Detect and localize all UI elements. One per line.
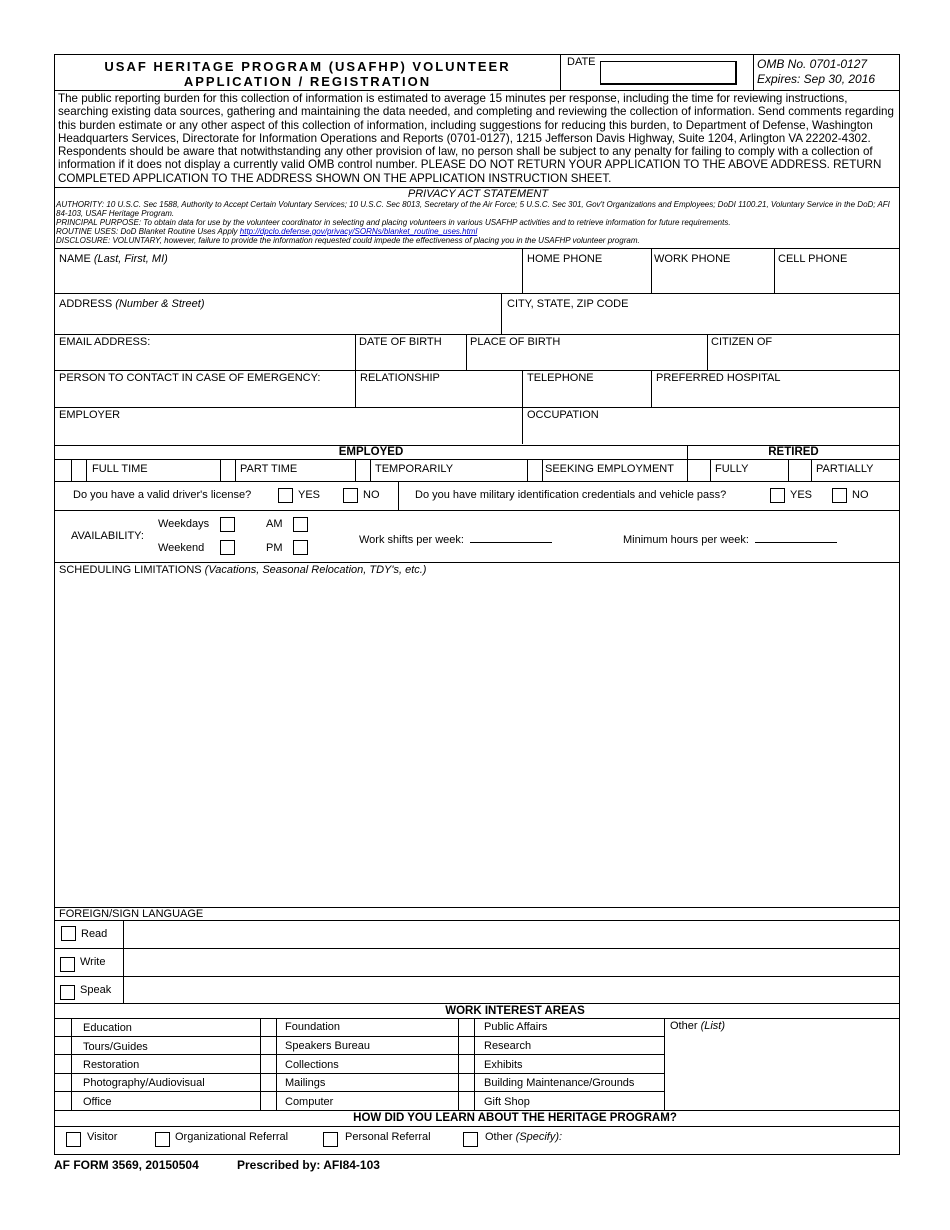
- interest-other-label: Other (List): [670, 1020, 726, 1032]
- pm-label: PM: [266, 542, 283, 554]
- other-source-checkbox[interactable]: [463, 1132, 478, 1147]
- collections-checkbox[interactable]: [261, 1055, 276, 1073]
- weekend-label: Weekend: [158, 542, 205, 554]
- employer-label: EMPLOYER: [59, 409, 121, 421]
- seeking-employment-label: SEEKING EMPLOYMENT: [545, 463, 674, 475]
- speak-label: Speak: [80, 984, 112, 996]
- occupation-field[interactable]: [523, 408, 900, 444]
- interest-foundation: Foundation: [285, 1021, 341, 1033]
- exhibits-checkbox[interactable]: [459, 1055, 474, 1073]
- interest-education: Education: [83, 1022, 132, 1034]
- form-number: AF FORM 3569, 20150504: [54, 1158, 199, 1172]
- work-phone-field[interactable]: [652, 249, 774, 293]
- interest-other-field[interactable]: [665, 1033, 900, 1110]
- scheduling-label: SCHEDULING LIMITATIONS (Vacations, Seasonal Relocation, TDY's, etc.): [59, 564, 427, 576]
- military-no-label: NO: [852, 489, 869, 501]
- emergency-contact-label: PERSON TO CONTACT IN CASE OF EMERGENCY:: [59, 372, 321, 384]
- am-checkbox[interactable]: [293, 517, 308, 532]
- military-yes-label: YES: [790, 489, 813, 501]
- city-state-zip-field[interactable]: [502, 294, 900, 334]
- temporarily-label: TEMPORARILY: [375, 463, 454, 475]
- availability-label: AVAILABILITY:: [71, 530, 144, 542]
- relationship-field[interactable]: [356, 371, 522, 407]
- interest-restoration: Restoration: [83, 1059, 140, 1071]
- cell-phone-label: CELL PHONE: [778, 253, 848, 265]
- photography-checkbox[interactable]: [55, 1074, 71, 1091]
- relationship-label: RELATIONSHIP: [360, 372, 440, 384]
- learn-other-label: Other (Specify):: [485, 1131, 563, 1143]
- preferred-hospital-label: PREFERRED HOSPITAL: [656, 372, 781, 384]
- building-maintenance-checkbox[interactable]: [459, 1074, 474, 1091]
- interest-mailings: Mailings: [285, 1077, 326, 1089]
- employer-field[interactable]: [55, 408, 522, 444]
- interest-research: Research: [484, 1040, 532, 1052]
- telephone-field[interactable]: [523, 371, 651, 407]
- write-checkbox[interactable]: [60, 957, 75, 972]
- research-checkbox[interactable]: [459, 1037, 474, 1054]
- org-referral-checkbox[interactable]: [155, 1132, 170, 1147]
- expiration-date: Expires: Sep 30, 2016: [757, 72, 876, 86]
- retired-fully-checkbox[interactable]: [687, 460, 711, 481]
- interest-building-maintenance: Building Maintenance/Grounds: [484, 1077, 635, 1089]
- education-checkbox[interactable]: [55, 1019, 71, 1036]
- application-form: [54, 54, 900, 1155]
- occupation-label: OCCUPATION: [527, 409, 599, 421]
- interest-tours-guides: Tours/Guides: [83, 1041, 148, 1053]
- gift-shop-checkbox[interactable]: [459, 1092, 474, 1110]
- preferred-hospital-field[interactable]: [652, 371, 900, 407]
- email-label: EMAIL ADDRESS:: [59, 336, 151, 348]
- learn-org-referral-label: Organizational Referral: [175, 1131, 289, 1143]
- citizen-label: CITIZEN OF: [711, 336, 773, 348]
- learn-header: HOW DID YOU LEARN ABOUT THE HERITAGE PROGRAM?: [353, 1112, 677, 1124]
- license-yes-label: YES: [298, 489, 321, 501]
- full-time-label: FULL TIME: [92, 463, 148, 475]
- temporarily-checkbox[interactable]: [355, 460, 371, 481]
- license-yes-checkbox[interactable]: [278, 488, 293, 503]
- work-phone-label: WORK PHONE: [654, 253, 731, 265]
- citizen-field[interactable]: [708, 335, 900, 370]
- name-label: NAME (Last, First, MI): [59, 253, 168, 265]
- write-language-field[interactable]: [124, 949, 900, 976]
- work-shifts-label: Work shifts per week:: [359, 533, 552, 546]
- learn-visitor-label: Visitor: [87, 1131, 118, 1143]
- dob-label: DATE OF BIRTH: [359, 336, 442, 348]
- retired-fully-label: FULLY: [715, 463, 749, 475]
- employed-header: EMPLOYED: [338, 446, 404, 458]
- military-yes-checkbox[interactable]: [770, 488, 785, 503]
- interest-public-affairs: Public Affairs: [484, 1021, 548, 1033]
- interest-collections: Collections: [285, 1059, 339, 1071]
- privacy-authority: AUTHORITY: 10 U.S.C. Sec 1588, Authority to Accept Certain Voluntary Services; 10 U.S.C. Sec 8013, Secretary of the Air Force; 5 U.S.C. Sec 301, Gov't Organizations and Employees; DoDI 1100.21, Voluntary Service in the DoD; AFI 84-103, USAF Heritage Program.: [56, 200, 890, 218]
- military-no-checkbox[interactable]: [832, 488, 847, 503]
- min-hours-label: Minimum hours per week:: [623, 533, 837, 546]
- date-input[interactable]: [600, 61, 737, 85]
- restoration-checkbox[interactable]: [55, 1055, 71, 1073]
- license-no-label: NO: [363, 489, 380, 501]
- weekdays-checkbox[interactable]: [220, 517, 235, 532]
- public-affairs-checkbox[interactable]: [459, 1019, 474, 1036]
- retired-header: RETIRED: [768, 446, 819, 458]
- privacy-routine-uses: ROUTINE USES: DoD Blanket Routine Uses Apply http://dpclo.defense.gov/privacy/SORNs/blanket_routine_uses.html: [56, 227, 478, 236]
- personal-referral-checkbox[interactable]: [323, 1132, 338, 1147]
- military-id-question: Do you have military identification credentials and vehicle pass?: [415, 489, 727, 501]
- work-shifts-input[interactable]: [470, 533, 552, 543]
- visitor-checkbox[interactable]: [66, 1132, 81, 1147]
- part-time-checkbox[interactable]: [220, 460, 236, 481]
- city-state-zip-label: CITY, STATE, ZIP CODE: [507, 298, 629, 310]
- address-field[interactable]: [55, 294, 501, 334]
- learn-personal-referral-label: Personal Referral: [345, 1131, 431, 1143]
- interest-photography: Photography/Audiovisual: [83, 1077, 205, 1089]
- speak-checkbox[interactable]: [60, 985, 75, 1000]
- date-label: DATE: [567, 56, 596, 68]
- pob-field[interactable]: [467, 335, 707, 370]
- pob-label: PLACE OF BIRTH: [470, 336, 561, 348]
- privacy-disclosure: DISCLOSURE: VOLUNTARY, however, failure to provide the information requested could impede the effectiveness of placing you in the USAFHP volunteer program.: [56, 236, 640, 245]
- office-checkbox[interactable]: [55, 1092, 71, 1110]
- prescribed-by: Prescribed by: AFI84-103: [237, 1158, 380, 1172]
- foundation-checkbox[interactable]: [261, 1019, 276, 1036]
- home-phone-label: HOME PHONE: [527, 253, 603, 265]
- retired-partially-checkbox[interactable]: [788, 460, 812, 481]
- name-field[interactable]: [55, 249, 522, 293]
- seeking-employment-checkbox[interactable]: [527, 460, 543, 481]
- interest-exhibits: Exhibits: [484, 1059, 523, 1071]
- other-source-field[interactable]: [575, 1127, 900, 1154]
- license-no-checkbox[interactable]: [343, 488, 358, 503]
- speak-language-field[interactable]: [124, 977, 900, 1003]
- tours-guides-checkbox[interactable]: [55, 1037, 71, 1054]
- read-label: Read: [81, 928, 108, 940]
- mailings-checkbox[interactable]: [261, 1074, 276, 1091]
- interest-computer: Computer: [285, 1096, 334, 1108]
- am-label: AM: [266, 518, 283, 530]
- write-label: Write: [80, 956, 106, 968]
- pm-checkbox[interactable]: [293, 540, 308, 555]
- home-phone-field[interactable]: [523, 249, 651, 293]
- scheduling-textarea[interactable]: [55, 578, 900, 906]
- emergency-contact-field[interactable]: [55, 371, 355, 407]
- omb-number: OMB No. 0701-0127: [757, 57, 868, 71]
- weekdays-label: Weekdays: [158, 518, 210, 530]
- read-language-field[interactable]: [124, 921, 900, 948]
- license-question: Do you have a valid driver's license?: [73, 489, 252, 501]
- privacy-title: PRIVACY ACT STATEMENT: [407, 188, 549, 200]
- read-checkbox[interactable]: [61, 926, 76, 941]
- address-label: ADDRESS (Number & Street): [59, 298, 205, 310]
- dob-field[interactable]: [356, 335, 466, 370]
- language-label: FOREIGN/SIGN LANGUAGE: [59, 908, 204, 920]
- work-interest-header: WORK INTEREST AREAS: [445, 1005, 585, 1017]
- part-time-label: PART TIME: [240, 463, 298, 475]
- full-time-checkbox[interactable]: [71, 460, 87, 481]
- privacy-purpose: PRINCIPAL PURPOSE: To obtain data for use by the volunteer coordinator in selecting and placing volunteers in various USAFHP activities and to retrieve information for future requirements.: [56, 218, 731, 227]
- computer-checkbox[interactable]: [261, 1092, 276, 1110]
- form-title: USAF HERITAGE PROGRAM (USAFHP) VOLUNTEER APPLICATION / REGISTRATION: [104, 59, 511, 89]
- retired-partially-label: PARTIALLY: [816, 463, 874, 475]
- telephone-label: TELEPHONE: [527, 372, 594, 384]
- interest-speakers-bureau: Speakers Bureau: [285, 1040, 370, 1052]
- routine-uses-link[interactable]: http://dpclo.defense.gov/privacy/SORNs/blanket_routine_uses.html: [239, 227, 478, 236]
- speakers-bureau-checkbox[interactable]: [261, 1037, 276, 1054]
- interest-office: Office: [83, 1096, 112, 1108]
- cell-phone-field[interactable]: [775, 249, 900, 293]
- weekend-checkbox[interactable]: [220, 540, 235, 555]
- min-hours-input[interactable]: [755, 533, 837, 543]
- interest-gift-shop: Gift Shop: [484, 1096, 530, 1108]
- email-field[interactable]: [55, 335, 355, 370]
- burden-statement: The public reporting burden for this collection of information is estimated to average 15 minutes per response, including the time for reviewing instructions, searching existing data sources, gathering and maintaining the data needed, and completing and reviewing the collection of information. Send comments regarding this burden estimate or any other aspect of this collection of information, including suggestions for reducing this burden, to Department of Defense, Washington Headquarters Services, Directorate for Information Operations and Reports (0701-0127), 1215 Jefferson Davis Highway, Suite 1204, Arlington VA 22202-4302. Respondents should be aware that notwithstanding any other provision of law, no person shall be subject to any penalty for failing to comply with a collection of information if it does not display a currently valid OMB control number. PLEASE DO NOT RETURN YOUR APPLICATION TO THE ABOVE ADDRESS. RETURN COMPLETED APPLICATION TO THE ADDRESS SHOWN ON THE APPLICATION INSTRUCTION SHEET.: [58, 92, 894, 185]
